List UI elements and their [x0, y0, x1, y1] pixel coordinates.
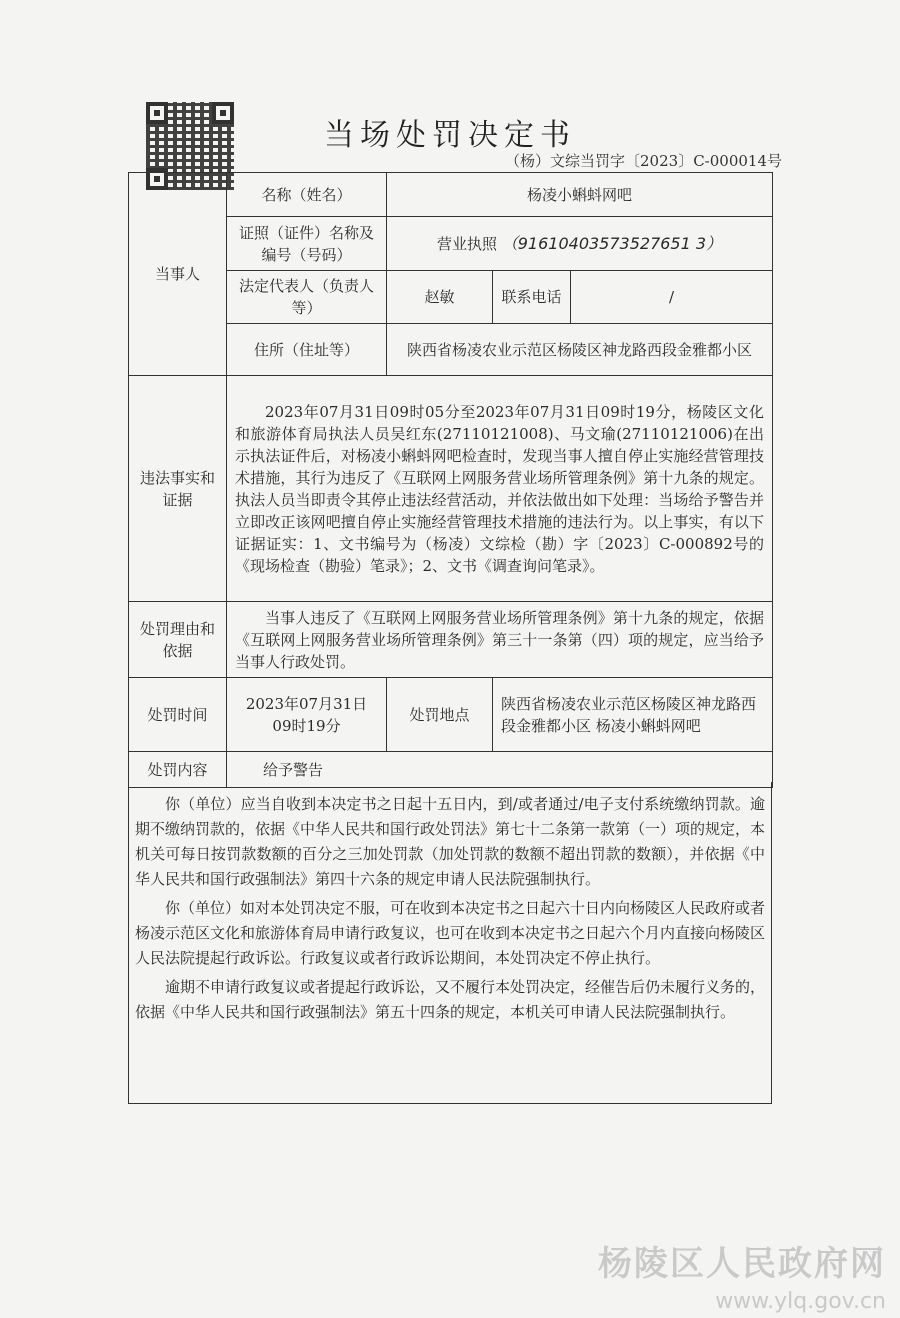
phone-value: / [571, 271, 773, 324]
penalty-time-value: 2023年07月31日 09时19分 [227, 678, 387, 752]
representative-label: 法定代表人（负责人等） [227, 271, 387, 324]
watermark-site-name: 杨陵区人民政府网 [598, 1244, 886, 1284]
representative-value: 赵敏 [387, 271, 493, 324]
id-label: 证照（证件）名称及编号（号码） [227, 217, 387, 271]
notice-paragraph-enforcement: 逾期不申请行政复议或者提起行政诉讼，又不履行本处罚决定，经催告后仍未履行义务的，依据《中华人民共和国行政强制法》第五十四条的规定，本机关可申请人民法院强制执行。 [135, 978, 766, 1021]
address-value: 陕西省杨凌农业示范区杨陵区神龙路西段金雅都小区 [387, 324, 773, 376]
party-section-label: 当事人 [129, 173, 227, 376]
penalty-time-label: 处罚时间 [129, 678, 227, 752]
penalty-content-value: 给予警告 [227, 752, 773, 788]
id-type-text: 营业执照 [436, 234, 497, 253]
basis-text: 当事人违反了《互联网上网服务营业场所管理条例》第十九条的规定，依据《互联网上网服务营业场所管理条例》第三十一条第（四）项的规定，应当给予当事人行政处罚。 [227, 602, 773, 678]
watermark-url: www.ylq.gov.cn [715, 1289, 886, 1314]
id-number-handwritten: （91610403573527651 3） [501, 233, 723, 253]
penalty-place-value: 陕西省杨凌农业示范区杨陵区神龙路西段金雅都小区 杨凌小蝌蚪网吧 [493, 678, 773, 752]
phone-label: 联系电话 [493, 271, 571, 324]
name-value: 杨凌小蝌蚪网吧 [387, 173, 773, 217]
document-number: （杨）文综当罚字〔2023〕C-000014号 [505, 152, 782, 170]
penalty-place-label: 处罚地点 [387, 678, 493, 752]
notice-paragraph-appeal: 你（单位）如对本处罚决定不服，可在收到本决定书之日起六十日内向杨陵区人民政府或者杨凌示范区文化和旅游体育局申请行政复议，也可在收到本决定书之日起六个月内直接向杨陵区人民法院提起行政诉讼。行政复议或者行政诉讼期间，本处罚决定不停止执行。 [135, 899, 766, 967]
basis-label: 处罚理由和依据 [129, 602, 227, 678]
name-label: 名称（姓名） [227, 173, 387, 217]
notice-paragraph-payment: 你（单位）应当自收到本决定书之日起十五日内，到/或者通过/电子支付系统缴纳罚款。逾期不缴纳罚款的，依据《中华人民共和国行政处罚法》第七十二条第一款第（一）项的规定，本机关可每日按罚款数额的百分之三加处罚款（加处罚款的数额不超出罚款的数额），并依据《中华人民共和国行政强制法》第四十六条的规定申请人民法院强制执行。 [135, 795, 766, 888]
facts-label: 违法事实和证据 [129, 376, 227, 602]
site-watermark [598, 1236, 886, 1314]
penalty-content-label: 处罚内容 [129, 752, 227, 788]
address-label: 住所（住址等） [227, 324, 387, 376]
id-value [387, 217, 773, 271]
notice-section [128, 782, 772, 1104]
facts-text: 2023年07月31日09时05分至2023年07月31日09时19分，杨陵区文化和旅游体育局执法人员吴红东(27110121008)、马文瑜(27110121006)在出示执法证件后，对杨凌小蝌蚪网吧检查时，发现当事人擅自停止实施经营管理技术措施，其行为违反了《互联网上网服务营业场所管理条例》第十九条的规定。执法人员当即责令其停止违法经营活动，并依法做出如下处理：当场给予警告并立即改正该网吧擅自停止实施经营管理技术措施的违法行为。以上事实，有以下证据证实：1、文书编号为（杨凌）文综检（勘）字〔2023〕C-000892号的《现场检查（勘验）笔录》；2、文书《调查询问笔录》。 [227, 376, 773, 602]
decision-form-table [128, 172, 773, 788]
document-title: 当场处罚决定书 [324, 118, 576, 153]
